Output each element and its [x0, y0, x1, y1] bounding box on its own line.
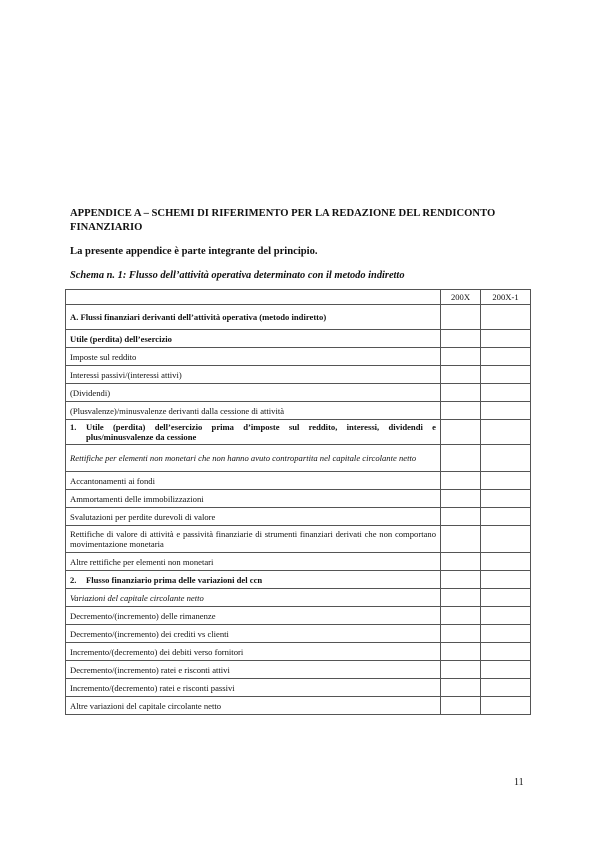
value-cell-previous	[481, 661, 531, 679]
row-number: 2.	[70, 574, 77, 585]
table-row	[66, 445, 531, 472]
row-label: Altre variazioni del capitale circolante netto	[66, 697, 441, 715]
value-cell-previous	[481, 330, 531, 348]
row-label: Decremento/(incremento) dei crediti vs clienti	[66, 625, 441, 643]
row-label: Incremento/(decremento) ratei e risconti passivi	[66, 679, 441, 697]
value-cell-current	[441, 366, 481, 384]
value-cell-current	[441, 420, 481, 445]
value-cell-previous	[481, 366, 531, 384]
table-row	[66, 526, 531, 553]
row-label	[66, 420, 441, 445]
row-label: Decremento/(incremento) delle rimanenze	[66, 607, 441, 625]
header-label-cell	[66, 290, 441, 305]
value-cell-current	[441, 305, 481, 330]
value-cell-previous	[481, 490, 531, 508]
table-row	[66, 679, 531, 697]
value-cell-current	[441, 553, 481, 571]
row-number: 1.	[70, 422, 77, 432]
row-label	[66, 571, 441, 589]
appendix-title: APPENDICE A – SCHEMI DI RIFERIMENTO PER LA REDAZIONE DEL RENDICONTO FINANZIARIO	[70, 208, 496, 233]
row-label: Svalutazioni per perdite durevoli di valore	[66, 508, 441, 526]
value-cell-current	[441, 490, 481, 508]
table-row	[66, 553, 531, 571]
row-label: Incremento/(decremento) dei debiti verso fornitori	[66, 643, 441, 661]
row-label: (Dividendi)	[66, 384, 441, 402]
table-row	[66, 420, 531, 445]
row-text: Utile (perdita) dell’esercizio prima d’imposte sul reddito, interessi, dividendi e plus/minusvalenze da cessione	[86, 422, 436, 442]
appendix-intro: La presente appendice è parte integrante del principio.	[70, 246, 318, 257]
value-cell-current	[441, 625, 481, 643]
value-cell-previous	[481, 679, 531, 697]
value-cell-previous	[481, 589, 531, 607]
row-label: Altre rettifiche per elementi non monetari	[66, 553, 441, 571]
row-label: A. Flussi finanziari derivanti dell’attività operativa (metodo indiretto)	[66, 305, 441, 330]
table-row	[66, 643, 531, 661]
value-cell-previous	[481, 526, 531, 553]
table-row	[66, 305, 531, 330]
value-cell-current	[441, 607, 481, 625]
value-cell-previous	[481, 472, 531, 490]
value-cell-current	[441, 679, 481, 697]
table-row	[66, 571, 531, 589]
value-cell-current	[441, 402, 481, 420]
value-cell-previous	[481, 402, 531, 420]
table-row	[66, 589, 531, 607]
table-row	[66, 366, 531, 384]
row-label: Rettifiche per elementi non monetari che non hanno avuto contropartita nel capitale circolante netto	[66, 445, 441, 472]
value-cell-current	[441, 661, 481, 679]
row-text: Flusso finanziario prima delle variazioni del ccn	[86, 574, 263, 585]
table-header-row	[66, 290, 531, 305]
table-row	[66, 348, 531, 366]
row-label: Interessi passivi/(interessi attivi)	[66, 366, 441, 384]
value-cell-previous	[481, 607, 531, 625]
value-cell-current	[441, 589, 481, 607]
row-label: Utile (perdita) dell’esercizio	[66, 330, 441, 348]
value-cell-previous	[481, 384, 531, 402]
table-row	[66, 607, 531, 625]
table-row	[66, 402, 531, 420]
value-cell-current	[441, 526, 481, 553]
value-cell-current	[441, 330, 481, 348]
page-number: 11	[514, 777, 524, 788]
table-row	[66, 661, 531, 679]
row-label: Accantonamenti ai fondi	[66, 472, 441, 490]
table-row	[66, 330, 531, 348]
value-cell-current	[441, 643, 481, 661]
value-cell-current	[441, 445, 481, 472]
value-cell-previous	[481, 420, 531, 445]
value-cell-previous	[481, 625, 531, 643]
value-cell-previous	[481, 571, 531, 589]
value-cell-current	[441, 472, 481, 490]
value-cell-current	[441, 697, 481, 715]
schema-title: Schema n. 1: Flusso dell’attività operativa determinato con il metodo indiretto	[70, 270, 405, 281]
table-row	[66, 490, 531, 508]
value-cell-previous	[481, 553, 531, 571]
row-label: Imposte sul reddito	[66, 348, 441, 366]
table-row	[66, 508, 531, 526]
row-label: Variazioni del capitale circolante netto	[66, 589, 441, 607]
value-cell-current	[441, 508, 481, 526]
row-label: Rettifiche di valore di attività e passività finanziarie di strumenti finanziari derivati che non comportano movimentazione monetaria	[66, 526, 441, 553]
cash-flow-schema-table	[65, 289, 531, 715]
table-row	[66, 472, 531, 490]
value-cell-previous	[481, 643, 531, 661]
row-label: Decremento/(incremento) ratei e risconti attivi	[66, 661, 441, 679]
value-cell-previous	[481, 508, 531, 526]
row-label: Ammortamenti delle immobilizzazioni	[66, 490, 441, 508]
table-row	[66, 697, 531, 715]
table-row	[66, 384, 531, 402]
value-cell-previous	[481, 348, 531, 366]
value-cell-current	[441, 348, 481, 366]
row-label: (Plusvalenze)/minusvalenze derivanti dalla cessione di attività	[66, 402, 441, 420]
value-cell-current	[441, 571, 481, 589]
table-row	[66, 625, 531, 643]
value-cell-previous	[481, 305, 531, 330]
header-year-current: 200X	[441, 290, 481, 305]
value-cell-current	[441, 384, 481, 402]
value-cell-previous	[481, 697, 531, 715]
value-cell-previous	[481, 445, 531, 472]
header-year-previous: 200X-1	[481, 290, 531, 305]
